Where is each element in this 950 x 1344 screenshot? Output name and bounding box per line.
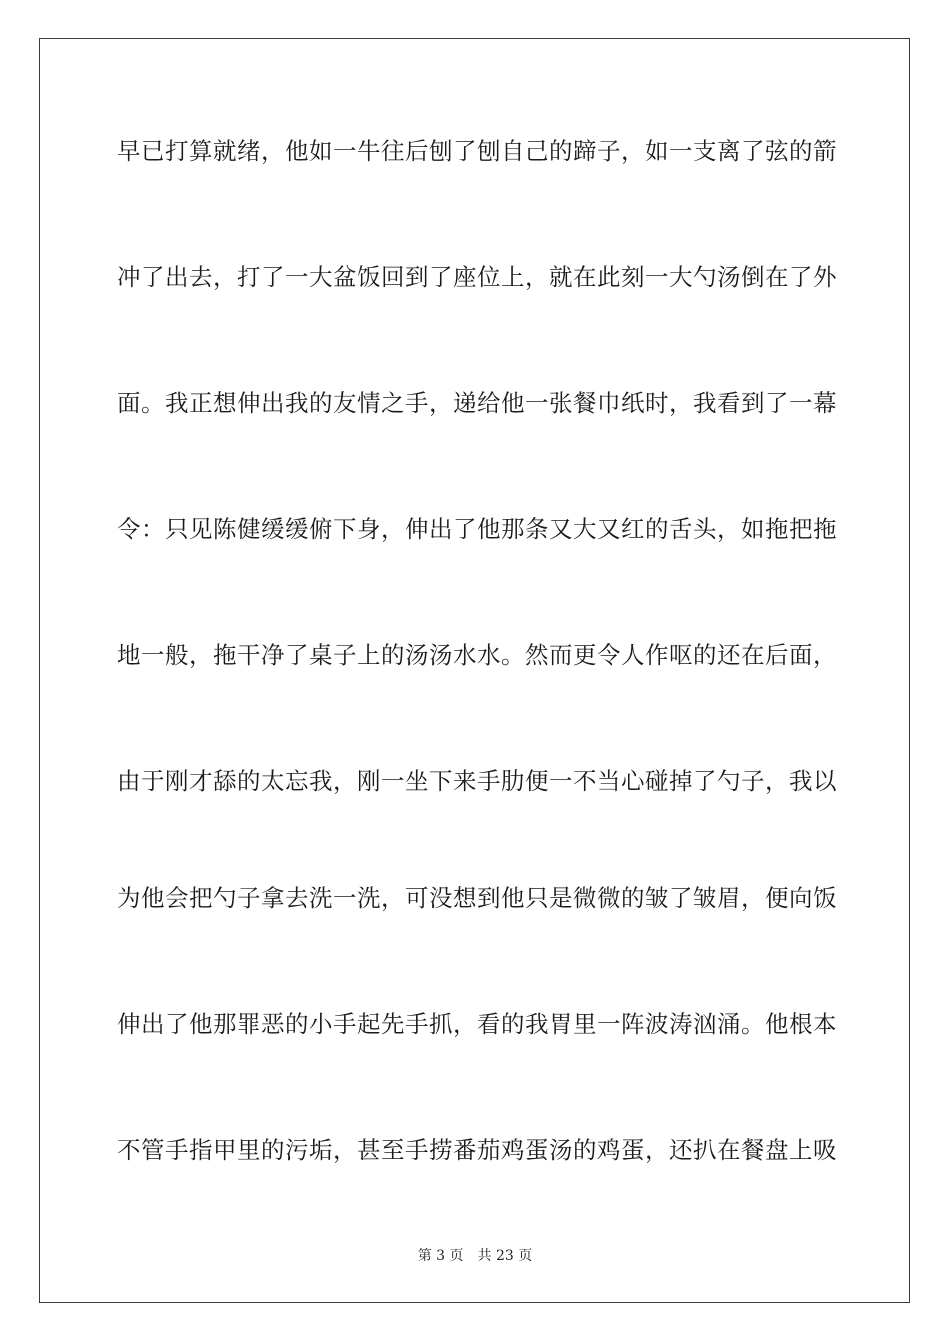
body-text-line-4: 令：只见陈健缓缓俯下身，伸出了他那条又大又红的舌头，如拖把拖 xyxy=(117,515,837,543)
body-text-line-3: 面。我正想伸出我的友情之手，递给他一张餐巾纸时，我看到了一幕 xyxy=(117,389,837,417)
page-footer xyxy=(0,1247,950,1265)
body-text-line-2: 冲了出去，打了一大盆饭回到了座位上，就在此刻一大勺汤倒在了外 xyxy=(117,263,837,291)
body-text-line-9: 不管手指甲里的污垢，甚至手捞番茄鸡蛋汤的鸡蛋，还扒在餐盘上吸 xyxy=(117,1136,837,1164)
page-number: 第 3 页 xyxy=(417,1248,464,1264)
page-total: 共 23 页 xyxy=(477,1248,533,1264)
page-border xyxy=(39,38,910,1303)
body-text-line-6: 由于刚才舔的太忘我，刚一坐下来手肋便一不当心碰掉了勺子，我以 xyxy=(117,767,837,795)
body-text-line-7: 为他会把勺子拿去洗一洗，可没想到他只是微微的皱了皱眉，便向饭 xyxy=(117,884,837,912)
body-text-line-5: 地一般，拖干净了桌子上的汤汤水水。然而更令人作呕的还在后面， xyxy=(117,641,837,669)
body-text-line-8: 伸出了他那罪恶的小手起先手抓，看的我胃里一阵波涛汹涌。他根本 xyxy=(117,1010,837,1038)
body-text-line-1: 早已打算就绪，他如一牛往后刨了刨自己的蹄子，如一支离了弦的箭 xyxy=(117,137,837,165)
